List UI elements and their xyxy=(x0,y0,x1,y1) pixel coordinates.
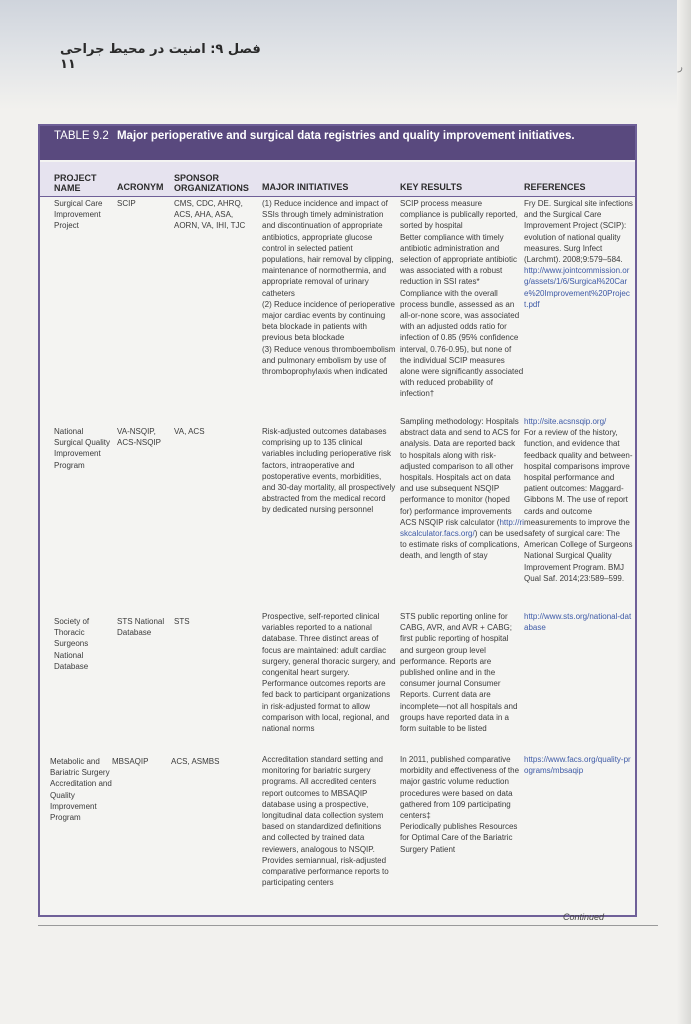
row2-results-tail: ) can be used to estimate risks of complications, death, and length of stay xyxy=(400,529,524,561)
continued-label: Continued xyxy=(562,912,604,922)
row4-initiatives: Accreditation standard setting and monitoring for bariatric surgery programs. All accredited centers report outcomes to MBSAQIP database using a prospective, longitudinal data collection system based on standardized definitions and collected by trained data reviewers, analogous to NSQIP. Provides semiannual, risk-adjusted comparative performance reports to participating centers xyxy=(262,755,389,888)
row2-sponsor: VA, ACS xyxy=(174,427,205,436)
row2-ref-link[interactable]: http://site.acsnsqip.org/ xyxy=(524,417,607,426)
row1-initiatives: (1) Reduce incidence and impact of SSIs through timely administration and discontinuation of appropriate antibiotics, appropriate glucose control in selected patient populations, hair removal by clipping, maintenance of normothermia, and appropriate removal of urinary catheters (2) Reduce incidence of perioperative major cardiac events by continuing beta blockade in patients with previous beta blockade (3) Reduce venous thromboembolism and pulmonary embolism by use of thromboprophylaxis when indicated xyxy=(262,199,396,377)
page-edge xyxy=(677,0,691,1024)
row2-ref-text: For a review of the history, function, and evidence that feedback quality and between-hospital comparisons improve hospital performance and patient outcomes: Maggard-Gibbons M. The use of report cards and outcome measurements to improve the safety of surgical care: The American College of Surgeons National Surgical Quality Improvement Program. BMJ Qual Saf. 2014;23:589–599. xyxy=(524,428,633,583)
table-title-bar xyxy=(40,126,635,160)
row3-acronym: STS National Database xyxy=(117,617,165,638)
row3-ref-link[interactable]: http://www.sts.org/national-database xyxy=(524,612,632,633)
page-margin-mark: ر xyxy=(678,62,683,73)
col-initiatives: MAJOR INITIATIVES xyxy=(262,182,349,192)
row1-references xyxy=(524,198,634,310)
row4-acronym: MBSAQIP xyxy=(112,757,149,766)
table-number: TABLE 9.2 xyxy=(54,130,109,142)
row1-results: SCIP process measure compliance is publically reported, sorted by hospital Better compliance with timely antibiotic administration and selection of appropriate antibiotic was associated with a robust reduction in SSI rates* Compliance with the overall process bundle, assessed as an all-or-none score, was associated with an adjusted odds ratio for infection of 0.85 (95% confidence interval, 0.76-0.95), but none of the individual SCIP measures alone were significantly associated with reduced probability of infection† xyxy=(400,199,524,399)
col-project-name: PROJECT NAME xyxy=(54,173,97,193)
row1-ref-link[interactable]: http://www.jointcommission.org/assets/1/6/Surgical%20Care%20Improvement%20Project.pdf xyxy=(524,266,630,309)
row1-name: Surgical Care Improvement Project xyxy=(54,199,103,231)
row4-results: In 2011, published comparative morbidity and effectiveness of the major gastric volume reduction procedures were based on data gathered from 109 participating centers‡ Periodically publishes Resources for Optimal Care of the Bariatric Surgery Patient xyxy=(400,755,520,854)
row2-risk-calculator-link[interactable]: http://riskcalculator.facs.org/ xyxy=(400,517,524,539)
row3-results: STS public reporting online for CABG, AVR, and AVR + CABG; first public reporting of hospital and surgeon group level performance. Reports are published online and in the consumer journal Consumer Reports. Current data are incomplete—not all hospitals and groups have reported data in a form suitable to be listed xyxy=(400,612,518,734)
row2-name: National Surgical Quality Improvement Program xyxy=(54,427,111,470)
row1-ref-text: Fry DE. Surgical site infections and the Surgical Care Improvement Project (SCIP): evolution of national quality measures. Surg Infect (Larchmt). 2008;9:579–584. xyxy=(524,199,633,265)
row3-name: Society of Thoracic Surgeons National Database xyxy=(54,617,90,671)
row3-references xyxy=(524,611,634,633)
row1-sponsor: CMS, CDC, AHRQ, ACS, AHA, ASA, AORN, VA, IHI, TJC xyxy=(174,199,246,231)
row3-initiatives: Prospective, self-reported clinical variables reported to a national database. Three distinct areas of focus are maintained: adult cardiac surgery, general thoracic surgery, and congenital heart surgery. Performance outcomes reports are fed back to participant organizations in risk-adjusted format to allow comparison with local, regional, and national norms xyxy=(262,612,396,734)
col-sponsor: SPONSOR ORGANIZATIONS xyxy=(174,173,249,193)
row2-acronym: VA-NSQIP, ACS-NSQIP xyxy=(117,427,162,448)
row2-results-text: Sampling methodology: Hospitals abstract data and send to ACS for analysis. Data are reported back to hospitals along with risk-adjusted comparison to all other hospitals. Hospitals act on data and use subsequent NSQIP performance to monitor (hoped for) performance improvements ACS NSQIP risk calculator ( xyxy=(400,417,521,527)
col-references: REFERENCES xyxy=(524,182,586,192)
row2-results xyxy=(400,416,524,562)
row3-sponsor: STS xyxy=(174,617,190,626)
table-title: Major perioperative and surgical data registries and quality improvement initiatives. xyxy=(116,130,575,142)
chapter-header: فصل ۹: امنیت در محیط جراحی ۱۱ xyxy=(60,42,261,72)
column-headers xyxy=(40,162,635,197)
row4-references xyxy=(524,754,634,776)
col-acronym: ACRONYM xyxy=(117,182,164,192)
row1-acronym: SCIP xyxy=(117,199,136,208)
row4-sponsor: ACS, ASMBS xyxy=(171,757,220,766)
row2-references xyxy=(524,416,634,584)
row2-initiatives: Risk-adjusted outcomes databases comprising up to 135 clinical variables including perioperative risk factors, intraoperative and postoperative events, morbidities, and 30-day mortality, all prospectively abstracted from the medical record by dedicated nursing personnel xyxy=(262,427,396,515)
row4-ref-link[interactable]: https://www.facs.org/quality-programs/mbsaqip xyxy=(524,755,631,776)
registries-table xyxy=(38,124,637,917)
col-results: KEY RESULTS xyxy=(400,182,463,192)
row4-name: Metabolic and Bariatric Surgery Accreditation and Quality Improvement Program xyxy=(50,757,112,823)
bottom-rule xyxy=(38,925,658,926)
